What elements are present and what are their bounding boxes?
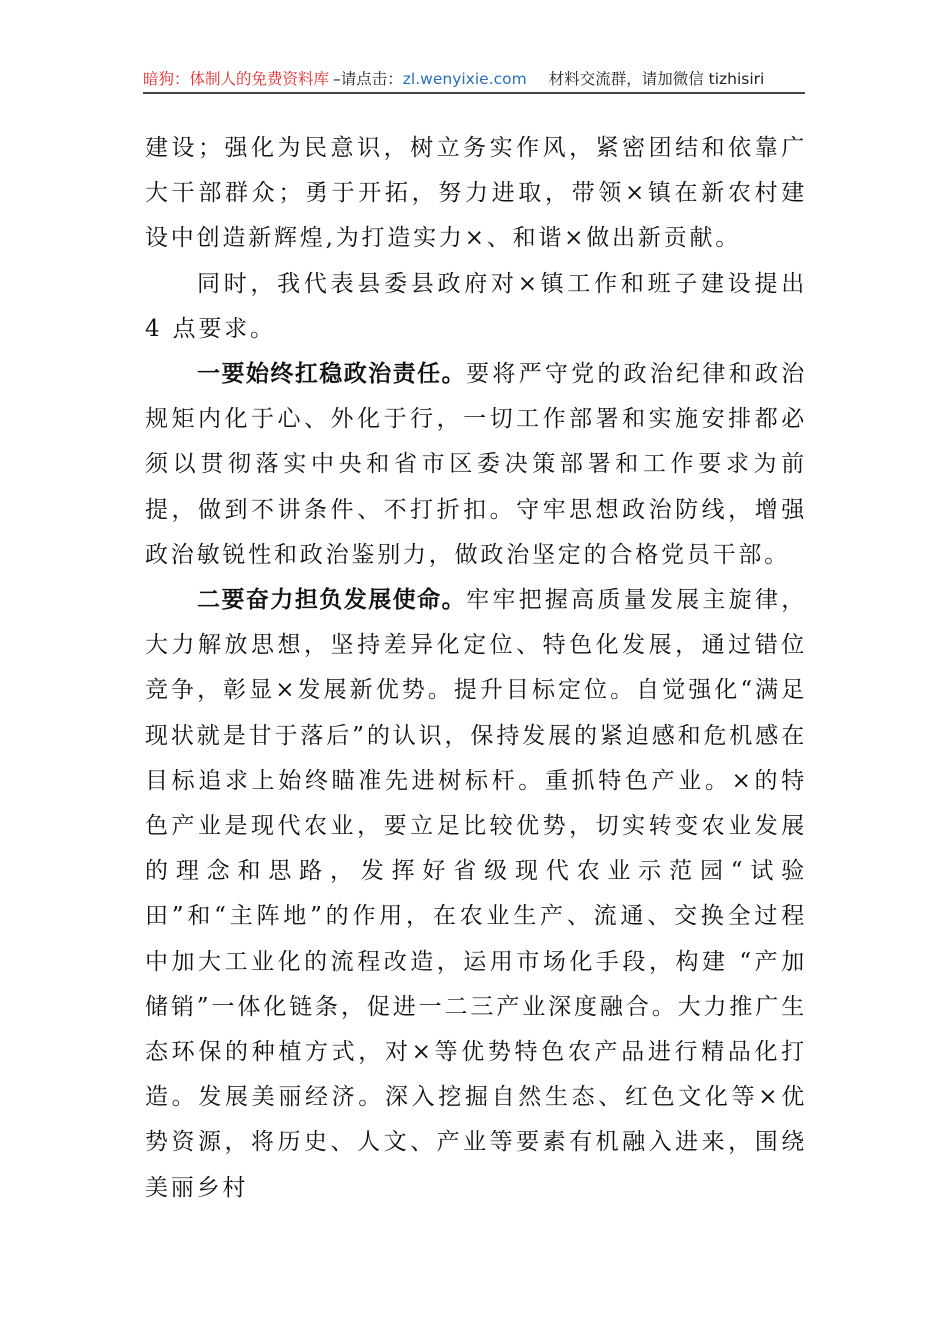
paragraph-intro	[145, 262, 807, 352]
paragraph-text: 牢牢把握高质量发展主旋律，大力解放思想，坚持差异化定位、特色化发展，通过错位竞争，彰显×发展新优势。提升目标定位。自觉强化“满足现状就是甘于落后”的认识，保持发展的紧迫感和危机感在目标追求上始终瞄准先进树标杆。重抓特色产业。×的特色产业是现代农业，要立足比较优势，切实转变农业发展的理念和思路，发挥好省级现代农业示范园“试验田”和“主阵地”的作用，在农业生产、流通、交换全过程中加大工业化的流程改造，运用市场化手段，构建 “产加储销”一体化链条，促进一二三产业深度融合。大力推广生态环保的种植方式，对×等优势特色农产品进行精品化打造。发展美丽经济。深入挖掘自然生态、红色文化等×优势资源，将历史、人文、产业等要素有机融入进来，围绕美丽乡村	[145, 587, 808, 1201]
document-body	[145, 126, 807, 1211]
paragraph-requirement-1	[145, 352, 807, 578]
paragraph-lead-heading: 一要始终扛稳政治责任。	[197, 361, 467, 388]
header-website-link[interactable]: zl.wenyixie.com	[402, 70, 527, 88]
header-contact: 材料交流群，请加微信 tizhisiri	[548, 70, 765, 88]
paragraph-text: 要将严守党的政治纪律和政治规矩内化于心、外化于行，一切工作部署和实施安排都必须以贯彻落实中央和省市区委决策部署和工作要求为前提，做到不讲条件、不打折扣。守牢思想政治防线，增强政治敏锐性和政治鉴别力，做政治坚定的合格党员干部。	[145, 361, 808, 568]
paragraph-lead-heading: 二要奋力担负发展使命。	[197, 587, 467, 614]
page-header	[143, 66, 805, 92]
header-brand: 暗狗：体制人的免费资料库	[143, 70, 330, 88]
paragraph-text: 同时，我代表县委县政府对×镇工作和班子建设提出 4 点要求。	[145, 270, 807, 342]
paragraph-requirement-2	[145, 578, 807, 1211]
header-prompt: –请点击：	[333, 70, 403, 88]
header-divider	[143, 92, 805, 94]
paragraph-text: 建设；强化为民意识，树立务实作风，紧密团结和依靠广大干部群众；勇于开拓，努力进取，带领×镇在新农村建设中创造新辉煌,为打造实力×、和谐×做出新贡献。	[145, 135, 807, 252]
paragraph-continuation	[145, 126, 807, 262]
